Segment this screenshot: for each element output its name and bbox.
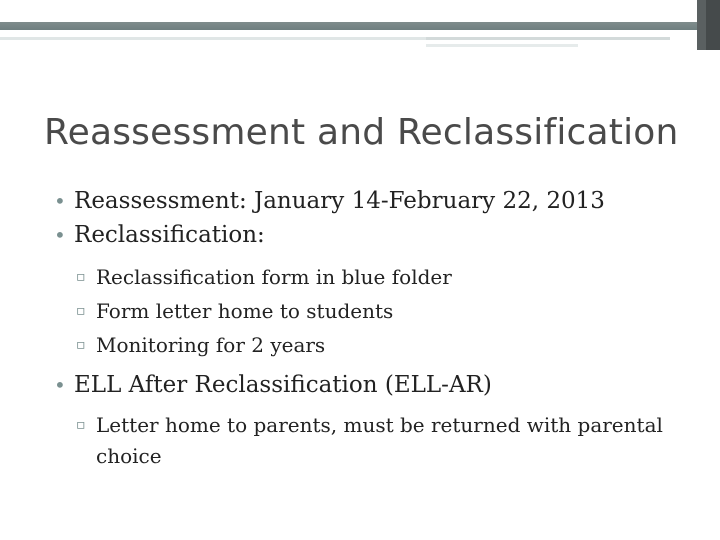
decorative-line [426, 44, 578, 47]
bullet-item [54, 368, 694, 402]
sub-bullet-text: Letter home to parents, must be returned with parental choice [96, 413, 663, 468]
sub-bullet-text: Form letter home to students [96, 299, 394, 323]
bullet-list [54, 184, 694, 478]
square-bullet-icon: ▫ [76, 337, 86, 353]
sub-bullet-list [54, 410, 694, 472]
sub-bullet-text: Monitoring for 2 years [96, 333, 326, 357]
slide-title: Reassessment and Reclassification [44, 112, 679, 153]
square-bullet-icon: ▫ [76, 303, 86, 319]
sub-bullet-item [54, 328, 694, 362]
header-band [0, 0, 720, 22]
square-bullet-icon: ▫ [76, 269, 86, 285]
decorative-line [426, 37, 670, 40]
bullet-dot-icon: • [54, 373, 66, 397]
bullet-text: Reassessment: January 14-February 22, 2013 [74, 188, 605, 214]
sub-bullet-item [54, 260, 694, 294]
bullet-dot-icon: • [54, 189, 66, 213]
bullet-text: ELL After Reclassification (ELL-AR) [74, 372, 492, 398]
bullet-item [54, 218, 694, 252]
sub-bullet-text: Reclassification form in blue folder [96, 265, 452, 289]
header-stripe [0, 22, 706, 30]
bullet-dot-icon: • [54, 223, 66, 247]
square-bullet-icon: ▫ [76, 417, 86, 433]
bullet-text: Reclassification: [74, 222, 265, 248]
sub-bullet-item [54, 410, 676, 472]
bullet-item [54, 184, 694, 218]
sub-bullet-item [54, 294, 694, 328]
header-corner-block-inner [706, 0, 720, 50]
decorative-line [0, 37, 430, 40]
sub-bullet-list [54, 260, 694, 362]
